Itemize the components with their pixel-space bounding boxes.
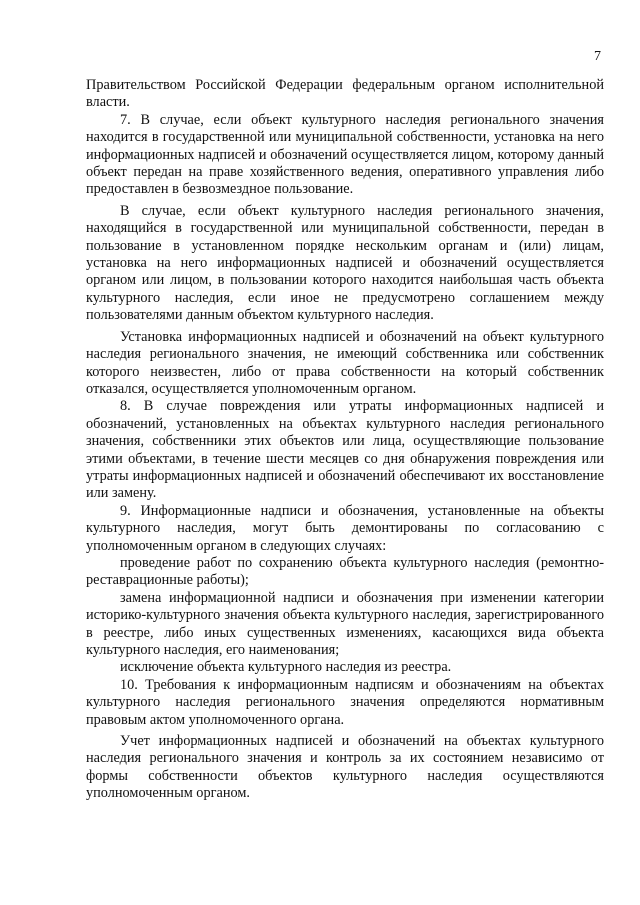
paragraph-item-7: 7. В случае, если объект культурного наследия регионального значения находится в государственной или муниципальной собственности, установка на него информационных надписей и обозначений осуществляется лицом, которому данный объект передан на праве хозяйственного ведения, оперативного управления либо предоставлен в безвозмездное пользование. — [86, 111, 604, 198]
list-item-replacement: замена информационной надписи и обозначения при изменении категории историко-культурного значения объекта культурного наследия, зарегистрированного в реестре, либо иных существенных изменениях, касающихся вида объекта культурного наследия, его наименования; — [86, 589, 604, 658]
list-item-restoration: проведение работ по сохранению объекта культурного наследия (ремонтно-реставрационные работы); — [86, 554, 604, 589]
paragraph-no-owner: Установка информационных надписей и обозначений на объект культурного наследия регионального значения, не имеющий собственника или собственник которого неизвестен, либо от права собственности на который собственник отказался, осуществляется уполномоченным органом. — [86, 328, 604, 397]
list-item-exclusion: исключение объекта культурного наследия из реестра. — [120, 659, 452, 676]
paragraph-item-8: 8. В случае повреждения или утраты информационных надписей и обозначений, установленных на объектах культурного наследия регионального значения, собственники этих объектов или лица, осуществляющие пользование этими объектами, в течение шести месяцев со дня обнаружения повреждения или утраты информационных надписей и обозначений обеспечивают их восстановление или замену. — [86, 398, 604, 502]
paragraph-item-9: 9. Информационные надписи и обозначения, установленные на объекты культурного наследия, могут быть демонтированы по согласованию с уполномоченным органом в следующих случаях: — [86, 502, 604, 554]
paragraph-accounting: Учет информационных надписей и обозначений на объектах культурного наследия регионального значения и контроль за их состоянием независимо от формы собственности объектов культурного наследия осуществляются уполномоченным органом. — [86, 733, 604, 802]
paragraph-continuation: Правительством Российской Федерации федеральным органом исполнительной власти. — [86, 77, 604, 111]
paragraph-item-10: 10. Требования к информационным надписям и обозначениям на объектах культурного наследия регионального значения определяются нормативным правовым актом уполномоченного органа. — [86, 676, 604, 728]
page-number: 7 — [594, 49, 601, 64]
paragraph-multiple-users: В случае, если объект культурного наследия регионального значения, находящийся в государственной или муниципальной собственности, передан в пользование в установленном порядке нескольким органам и (или) лицам, установка на него информационных надписей и обозначений осуществляется органом или лицом, в пользовании которого находится наибольшая часть объекта культурного наследия, если иное не предусмотрено соглашением между пользователями данным объектом культурного наследия. — [86, 202, 604, 324]
document-body — [86, 77, 604, 803]
